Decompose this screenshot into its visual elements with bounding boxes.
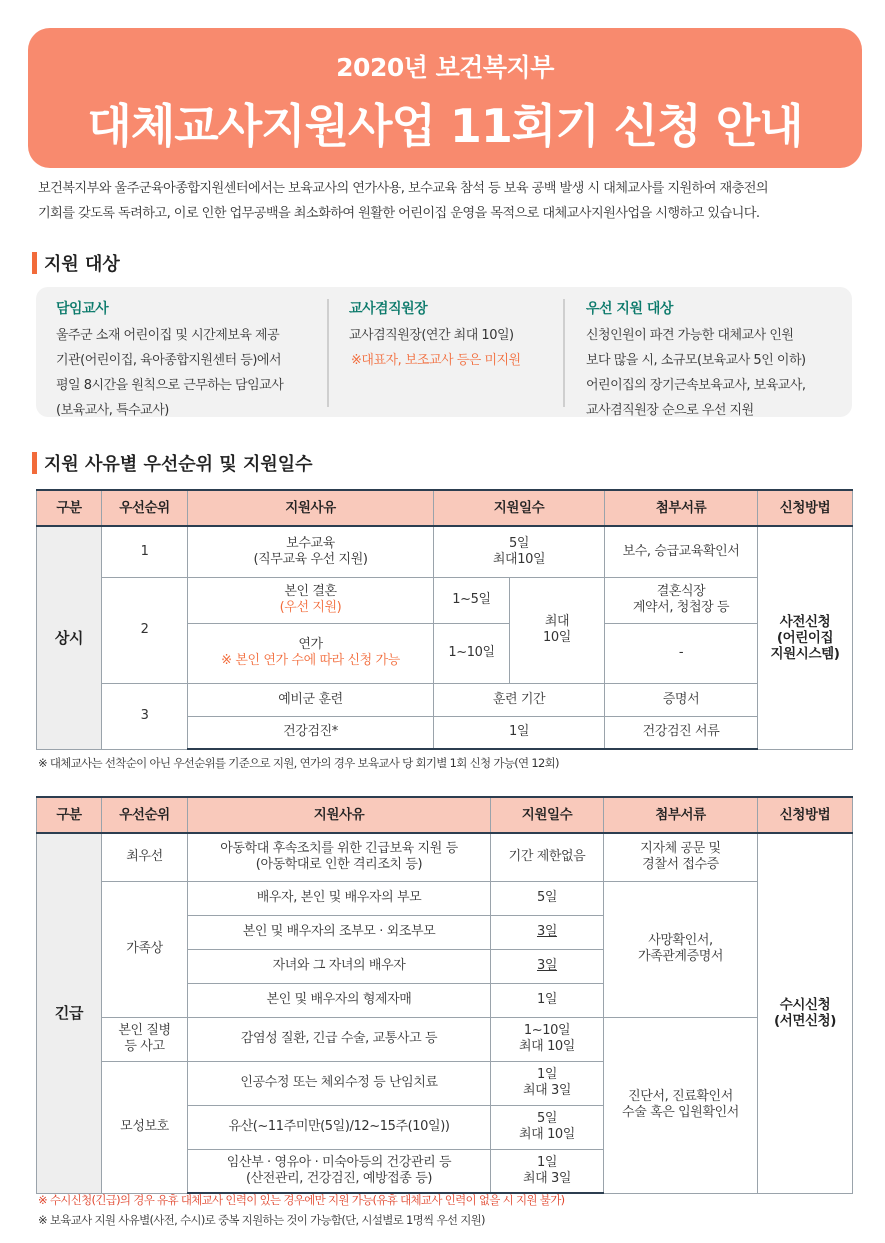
- target-col-director: [349, 297, 549, 373]
- reason-text: 본인 결혼: [284, 584, 337, 599]
- divider: [327, 299, 329, 407]
- header-docs: 첨부서류: [605, 490, 758, 526]
- footnote-warning: ※ 수시신청(긴급)의 경우 유휴 대체교사 인력이 있는 경우에만 지원 가능(유휴 대체교사 인력이 없을 시 지원 불가): [38, 1193, 565, 1207]
- method-text: 수시신청: [779, 997, 831, 1014]
- days-max-cell: [510, 577, 605, 683]
- header-priority: 우선순위: [102, 490, 188, 526]
- priority-text: 본인 질병: [118, 1023, 171, 1038]
- reason-text: 연가: [298, 637, 323, 652]
- banner-subtitle: 2020년 보건복지부: [336, 53, 554, 82]
- reason-cell: 본인 및 배우자의 형제자매: [188, 983, 491, 1017]
- priority-cell: 최우선: [102, 833, 188, 881]
- reason-cell: 예비군 훈련: [188, 683, 434, 716]
- target-line: 보다 많을 시, 소규모(보육교사 5인 이하): [586, 353, 806, 368]
- method-cell: [758, 526, 853, 749]
- target-line: 울주군 소재 어린이집 및 시간제보육 제공: [56, 328, 280, 343]
- category-cell: 긴급: [37, 833, 102, 1193]
- days-cell: 1~10일: [434, 623, 510, 683]
- days-text: 최대10일: [492, 551, 546, 567]
- target-line: 교사겸직원장(연간 최대 10일): [349, 328, 514, 343]
- section-title-text: 지원 대상: [44, 254, 120, 275]
- reason-cell: [188, 1149, 491, 1193]
- priority-text: 등 사고: [124, 1039, 165, 1054]
- docs-text: 경찰서 접수증: [642, 857, 719, 873]
- method-cell: [758, 833, 853, 1193]
- header-category: 구분: [37, 797, 102, 833]
- days-text: 최대: [544, 614, 570, 629]
- reason-cell: 자녀와 그 자녀의 배우자: [188, 949, 491, 983]
- urgent-table: [36, 796, 853, 1194]
- target-line: 평일 8시간을 원칙으로 근무하는 담임교사: [56, 378, 284, 393]
- target-line: 교사겸직원장 순으로 우선 지원: [586, 403, 754, 418]
- docs-text: 진단서, 진료확인서: [628, 1089, 733, 1104]
- target-line: (보육교사, 특수교사): [56, 403, 169, 418]
- reason-cell: [188, 577, 434, 623]
- regular-table: [36, 489, 853, 750]
- title-banner: [28, 28, 862, 168]
- reason-cell: [188, 526, 434, 577]
- category-cell: 상시: [37, 526, 102, 749]
- reason-cell: 건강검진*: [188, 716, 434, 749]
- reason-text: 보수교육: [286, 535, 335, 551]
- intro-line: 보건복지부와 울주군육아종합지원센터에서는 보육교사의 연가사용, 보수교육 참석 등 보육 공백 발생 시 대체교사를 지원하여 재충전의: [38, 181, 769, 196]
- days-text: 3일: [536, 924, 558, 939]
- header-reason: 지원사유: [188, 490, 434, 526]
- docs-cell: [604, 1017, 758, 1193]
- method-text: 사전신청: [779, 613, 831, 630]
- method-text: (어린이집: [776, 629, 834, 646]
- section-title-priority: [32, 450, 313, 476]
- reason-cell: 유산(~11주미만(5일)/12~15주(10일)): [188, 1105, 491, 1149]
- docs-text: 지자체 공문 및: [640, 841, 721, 857]
- intro-line: 기회를 갖도록 독려하고, 이로 인한 업무공백을 최소화하여 원활한 어린이집 운영을 목적으로 대체교사지원사업을 시행하고 있습니다.: [38, 206, 760, 221]
- reason-text: (아동학대로 인한 격리조치 등): [255, 857, 423, 873]
- method-text: 지원시스템): [770, 645, 840, 662]
- target-line: 어린이집의 장기근속보육교사, 보육교사,: [586, 378, 806, 393]
- reason-cell: [188, 623, 434, 683]
- days-cell: [491, 949, 604, 983]
- target-box: [36, 287, 852, 417]
- section-bar: [32, 452, 37, 474]
- days-text: 5일: [536, 1111, 558, 1126]
- days-cell: [491, 1149, 604, 1193]
- days-text: 최대 10일: [519, 1127, 575, 1142]
- header-priority: 우선순위: [102, 797, 188, 833]
- reason-text: 임산부 · 영유아 · 미숙아등의 건강관리 등: [226, 1154, 452, 1170]
- docs-cell: -: [605, 623, 758, 683]
- header-method: 신청방법: [758, 797, 853, 833]
- days-cell: 훈련 기간: [434, 683, 605, 716]
- days-cell: 1일: [491, 983, 604, 1017]
- reason-cell: [188, 833, 491, 881]
- footnote: ※ 보육교사 지원 사유별(사전, 수시)로 중복 지원하는 것이 가능함(단, 시설별로 1명씩 우선 지원): [38, 1213, 485, 1227]
- days-cell: [491, 915, 604, 949]
- days-cell: 기간 제한없음: [491, 833, 604, 881]
- days-text: 최대 3일: [522, 1083, 572, 1098]
- priority-cell: [102, 1017, 188, 1061]
- priority-cell: 가족상: [102, 881, 188, 1017]
- days-cell: [491, 1061, 604, 1105]
- target-line: 신청인원이 파견 가능한 대체교사 인원: [586, 328, 794, 343]
- reason-cell: 본인 및 배우자의 조부모 · 외조부모: [188, 915, 491, 949]
- footnote: ※ 대체교사는 선착순이 아닌 우선순위를 기준으로 지원, 연가의 경우 보육교사 당 회기별 1회 신청 가능(연 12회): [38, 756, 559, 770]
- days-cell: [491, 1105, 604, 1149]
- header-days: 지원일수: [434, 490, 605, 526]
- section-title-text: 지원 사유별 우선순위 및 지원일수: [44, 454, 313, 475]
- priority-cell: 2: [102, 577, 188, 683]
- target-col-title: 담임교사: [56, 301, 109, 317]
- days-text: 5일: [508, 535, 530, 551]
- docs-text: 가족관계증명서: [637, 949, 724, 964]
- reason-text: (산전관리, 건강검진, 예방접종 등): [245, 1170, 433, 1186]
- target-col-title: 교사겸직원장: [349, 301, 428, 317]
- docs-cell: 보수, 승급교육확인서: [605, 526, 758, 577]
- target-note: ※대표자, 보조교사 등은 미지원: [351, 353, 521, 368]
- banner-title: 대체교사지원사업 11회기 신청 안내: [87, 99, 803, 153]
- reason-cell: 감염성 질환, 긴급 수술, 교통사고 등: [188, 1017, 491, 1061]
- days-text: 1일: [536, 1067, 558, 1082]
- target-line: 기관(어린이집, 육아종합지원센터 등)에서: [56, 353, 282, 368]
- days-cell: [491, 1017, 604, 1061]
- target-col-priority: [586, 297, 836, 423]
- days-text: 최대 10일: [519, 1039, 575, 1054]
- days-cell: 1~5일: [434, 577, 510, 623]
- priority-cell: 1: [102, 526, 188, 577]
- days-cell: [434, 526, 605, 577]
- days-text: 1~10일: [523, 1023, 571, 1038]
- priority-cell: 3: [102, 683, 188, 749]
- header-days: 지원일수: [491, 797, 604, 833]
- docs-cell: [604, 881, 758, 1017]
- reason-text: (직무교육 우선 지원): [253, 551, 368, 567]
- reason-note: ※ 본인 연가 수에 따라 신청 가능: [221, 653, 400, 668]
- header-method: 신청방법: [758, 490, 853, 526]
- reason-cell: 인공수정 또는 체외수정 등 난임치료: [188, 1061, 491, 1105]
- intro-paragraph: [38, 176, 858, 226]
- docs-text: 계약서, 청첩장 등: [632, 600, 730, 615]
- target-col-homeroom: [56, 297, 326, 423]
- section-title-target: [32, 250, 120, 276]
- docs-cell: [605, 577, 758, 623]
- section-bar: [32, 252, 37, 274]
- divider: [563, 299, 565, 407]
- days-text: 최대 3일: [522, 1170, 572, 1186]
- docs-cell: 증명서: [605, 683, 758, 716]
- reason-note: (우선 지원): [279, 600, 342, 615]
- priority-cell: 모성보호: [102, 1061, 188, 1193]
- docs-cell: [604, 833, 758, 881]
- header-docs: 첨부서류: [604, 797, 758, 833]
- days-cell: 1일: [434, 716, 605, 749]
- docs-cell: 건강검진 서류: [605, 716, 758, 749]
- reason-cell: 배우자, 본인 및 배우자의 부모: [188, 881, 491, 915]
- docs-text: 결혼식장: [656, 584, 706, 599]
- days-text: 3일: [536, 958, 558, 973]
- days-text: 1일: [536, 1154, 558, 1170]
- target-col-title: 우선 지원 대상: [586, 301, 673, 317]
- docs-text: 수술 혹은 입원확인서: [622, 1105, 739, 1120]
- header-reason: 지원사유: [188, 797, 491, 833]
- method-text: (서면신청): [773, 1013, 837, 1030]
- docs-text: 사망확인서,: [648, 933, 713, 948]
- header-category: 구분: [37, 490, 102, 526]
- days-text: 10일: [543, 630, 571, 645]
- days-cell: 5일: [491, 881, 604, 915]
- reason-text: 아동학대 후속조치를 위한 긴급보육 지원 등: [220, 841, 458, 857]
